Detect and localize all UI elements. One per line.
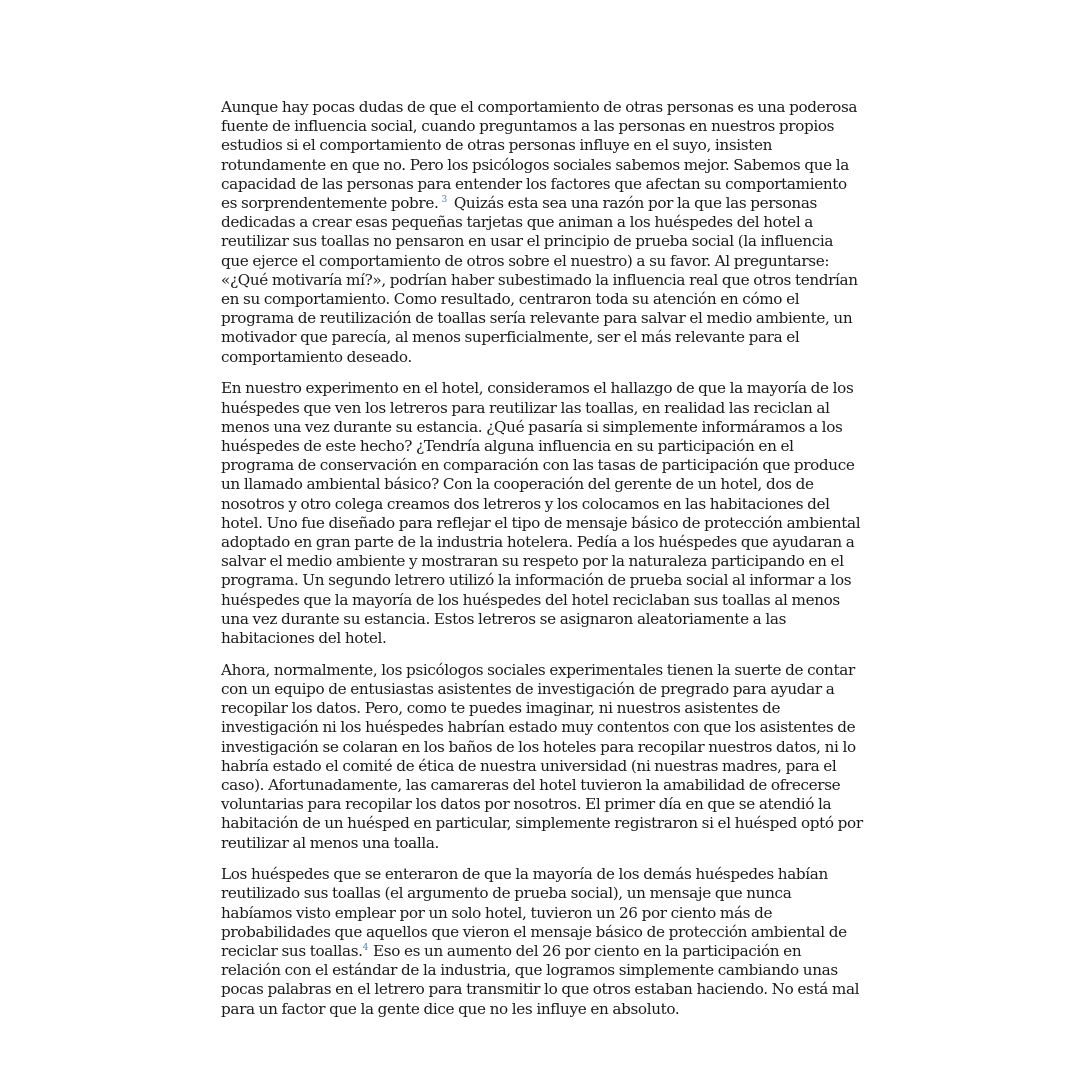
paragraph-1-text-a: Aunque hay pocas dudas de que el comportamiento de otras personas es una poderosa fuente de influencia social, cuando preguntamos a las personas en nuestros propios estudios si el comportamiento de otras personas influye en el suyo, insisten rotundamente en que no. Pero los psicólogos sociales sabemos mejor. Sabemos que la capacidad de las personas para entender los factores que afectan su comportamiento es sorprendentemente pobre. xyxy=(221,98,858,213)
paragraph-4-text-b: Eso es un aumento del 26 por ciento en la participación en relación con el estándar de la industria, que logramos simplemente cambiando unas pocas palabras en el letrero para transmitir lo que otros estaban haciendo. No está mal para un factor que la gente dice que no les influye en absoluto. xyxy=(221,942,860,1018)
paragraph-2: En nuestro experimento en el hotel, consideramos el hallazgo de que la mayoría de los huéspedes que ven los letreros para reutilizar las toallas, en realidad las reciclan al menos una vez durante su estancia. ¿Qué pasaría si simplemente informáramos a los huéspedes de este hecho? ¿Tendría alguna influencia en su participación en el programa de conservación en comparación con las tasas de participación que produce un llamado ambiental básico? Con la cooperación del gerente de un hotel, dos de nosotros y otro colega creamos dos letreros y los colocamos en las habitaciones del hotel. Uno fue diseñado para reflejar el tipo de mensaje básico de protección ambiental adoptado en gran parte de la industria hotelera. Pedía a los huéspedes que ayudaran a salvar el medio ambiente y mostraran su respeto por la naturaleza participando en el programa. Un segundo letrero utilizó la información de prueba social al informar a los huéspedes que la mayoría de los huéspedes del hotel reciclaban sus toallas al menos una vez durante su estancia. Estos letreros se asignaron aleatoriamente a las habitaciones del hotel. xyxy=(221,379,861,647)
paragraph-4 xyxy=(221,865,863,1019)
footnote-ref-3[interactable]: 3 xyxy=(441,194,447,205)
document-body xyxy=(221,98,863,1031)
paragraph-3: Ahora, normalmente, los psicólogos sociales experimentales tienen la suerte de contar con un equipo de entusiastas asistentes de investigación de pregrado para ayudar a recopilar los datos. Pero, como te puedes imaginar, ni nuestros asistentes de investigación ni los huéspedes habrían estado muy contentos con que los asistentes de investigación se colaran en los baños de los hoteles para recopilar nuestros datos, ni lo habría estado el comité de ética de nuestra universidad (ni nuestras madres, para el caso). Afortunadamente, las camareras del hotel tuvieron la amabilidad de ofrecerse voluntarias para recopilar los datos por nosotros. El primer día en que se atendió la habitación de un huésped en particular, simplemente registraron si el huésped optó por reutilizar al menos una toalla. xyxy=(221,660,863,852)
paragraph-1-text-b: Quizás esta sea una razón por la que las personas dedicadas a crear esas pequeñas tarjetas que animan a los huéspedes del hotel a reutilizar sus toallas no pensaron en usar el principio de prueba social (la influencia que ejerce el comportamiento de otros sobre el nuestro) a su favor. Al preguntarse: «¿Qué motivaría mí?», podrían haber subestimado la influencia real que otros tendrían en su comportamiento. Como resultado, centraron toda su atención en cómo el programa de reutilización de toallas sería relevante para salvar el medio ambiente, un motivador que parecía, al menos superficialmente, ser el más relevante para el comportamiento deseado. xyxy=(221,194,858,366)
paragraph-4-text-a: Los huéspedes que se enteraron de que la mayoría de los demás huéspedes habían reutilizado sus toallas (el argumento de prueba social), un mensaje que nunca habíamos visto emplear por un solo hotel, tuvieron un 26 por ciento más de probabilidades que aquellos que vieron el mensaje básico de protección ambiental de reciclar sus toallas. xyxy=(221,865,847,961)
footnote-ref-4[interactable]: 4 xyxy=(362,942,369,953)
paragraph-1 xyxy=(221,98,863,367)
